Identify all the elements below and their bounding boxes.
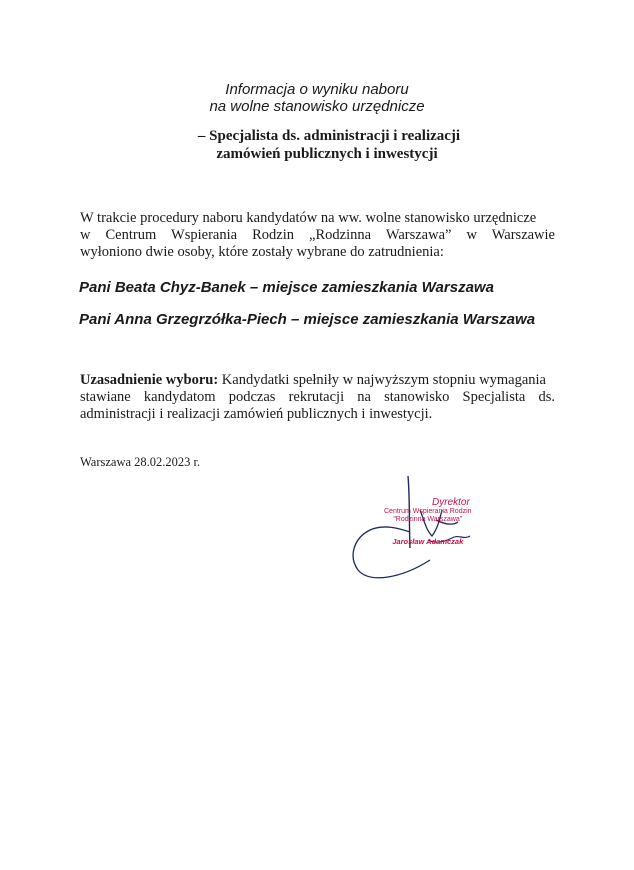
position-title-line-2: zamówień publicznych i inwestycji xyxy=(216,146,438,162)
stamp-line-1: Centrum Wspierania Rodzin xyxy=(384,508,472,515)
date-line: Warszawa 28.02.2023 r. xyxy=(80,455,201,469)
rationale-text-1: Kandydatki spełniły w najwyższym stopniu wymagania xyxy=(218,372,546,388)
rationale-paragraph xyxy=(80,372,555,423)
intro-paragraph xyxy=(80,210,555,261)
director-stamp xyxy=(384,497,472,546)
intro-line-1: W trakcie procedury naboru kandydatów na ww. wolne stanowisko urzędnicze xyxy=(80,210,537,226)
rationale-label: Uzasadnienie wyboru: xyxy=(80,372,219,388)
candidate-1: Pani Beata Chyz-Banek – miejsce zamieszkania Warszawa xyxy=(79,279,494,296)
intro-line-3: wyłoniono dwie osoby, które zostały wybrane do zatrudnienia: xyxy=(80,244,444,260)
stamp-role: Dyrektor xyxy=(432,497,470,508)
candidate-2: Pani Anna Grzegrzółka-Piech – miejsce zamieszkania Warszawa xyxy=(79,311,536,328)
document-title-line-2: na wolne stanowisko urzędnicze xyxy=(209,98,425,115)
rationale-line-1 xyxy=(80,372,555,389)
rationale-line-2: stawiane kandydatom podczas rekrutacji na stanowisko Specjalista ds. xyxy=(80,389,555,405)
stamp-line-2: "Rodzinna Warszawa" xyxy=(393,516,463,523)
intro-line-2: w Centrum Wspierania Rodzin „Rodzinna Warszawa” w Warszawie xyxy=(80,227,555,243)
position-title-line-1: – Specjalista ds. administracji i realizacji xyxy=(197,128,461,144)
document-title-line-1: Informacja o wyniku naboru xyxy=(225,81,409,98)
rationale-line-3: administracji i realizacji zamówień publicznych i inwestycji. xyxy=(80,406,433,422)
stamp-name: Jarosław Adamczak xyxy=(392,537,464,546)
